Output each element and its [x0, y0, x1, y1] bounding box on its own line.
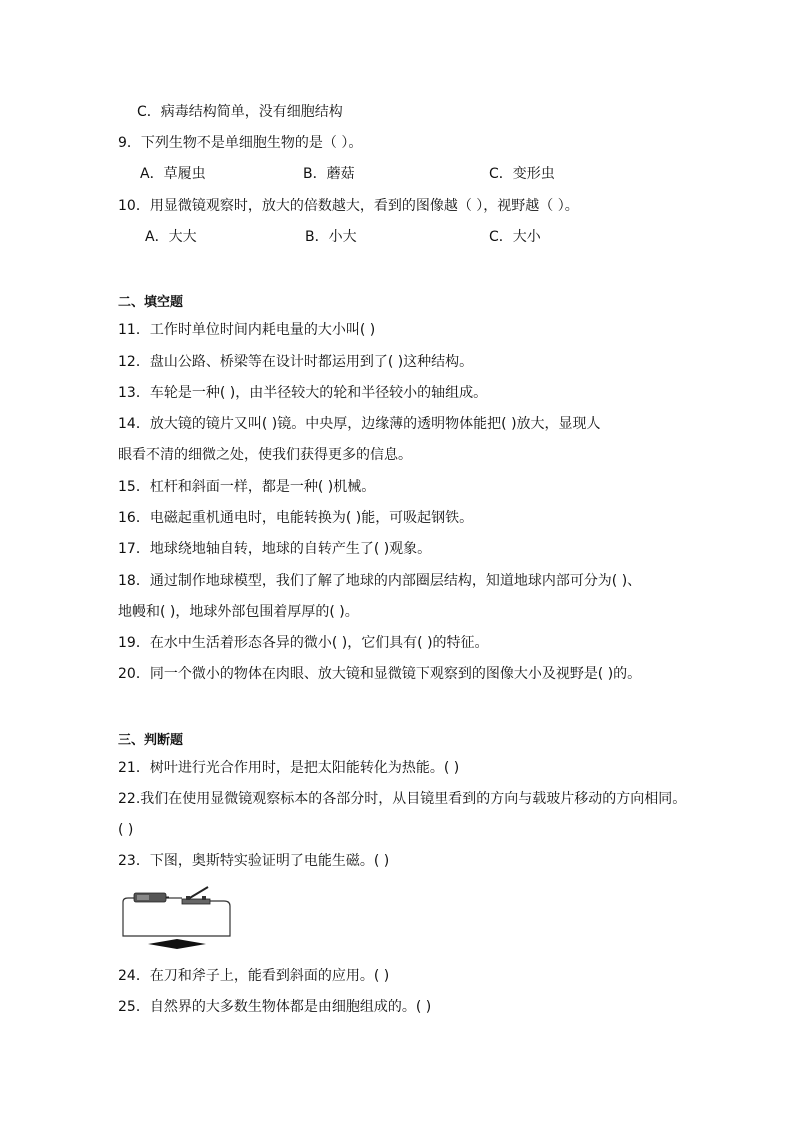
q18-line1: 18．通过制作地球模型，我们了解了地球的内部圈层结构，知道地球内部可分为( )、: [118, 573, 642, 589]
q22-line1: 22.我们在使用显微镜观察标本的各部分时，从目镜里看到的方向与载玻片移动的方向相同。: [118, 791, 687, 807]
q10-option-b: B．小大: [305, 229, 357, 245]
q14-line2: 眼看不清的细微之处，使我们获得更多的信息。: [118, 447, 412, 463]
q9-option-b: B．蘑菇: [303, 166, 355, 182]
circuit-wire: [123, 901, 230, 936]
q18-line2: 地幔和( )，地球外部包围着厚厚的( )。: [118, 604, 359, 620]
oersted-circuit-figure: [118, 884, 236, 952]
q25: 25．自然界的大多数生物体都是由细胞组成的。( ): [118, 999, 432, 1015]
compass-needle-icon: [148, 939, 206, 949]
q12: 12．盘山公路、桥梁等在设计时都运用到了( )这种结构。: [118, 354, 474, 370]
q19: 19．在水中生活着形态各异的微小( )，它们具有( )的特征。: [118, 635, 489, 651]
q8-option-c: C．病毒结构简单，没有细胞结构: [137, 104, 343, 120]
q9-option-a: A．草履虫: [140, 166, 206, 182]
q9-option-c: C．变形虫: [489, 166, 555, 182]
q10-stem: 10．用显微镜观察时，放大的倍数越大，看到的图像越（ ），视野越（ ）。: [118, 198, 579, 214]
q13: 13．车轮是一种( )，由半径较大的轮和半径较小的轴组成。: [118, 385, 488, 401]
q16: 16．电磁起重机通电时，电能转换为( )能，可吸起钢铁。: [118, 510, 474, 526]
q10-option-c: C．大小: [489, 229, 541, 245]
q14-line1: 14．放大镜的镜片又叫( )镜。中央厚，边缘薄的透明物体能把( )放大，显现人: [118, 416, 601, 432]
q20: 20．同一个微小的物体在肉眼、放大镜和显微镜下观察到的图像大小及视野是( )的。: [118, 666, 642, 682]
q24: 24．在刀和斧子上，能看到斜面的应用。( ): [118, 968, 390, 984]
q22-line2: ( ): [118, 822, 134, 838]
q15: 15．杠杆和斜面一样，都是一种( )机械。: [118, 479, 376, 495]
q11: 11．工作时单位时间内耗电量的大小叫( ): [118, 322, 376, 338]
q21: 21．树叶进行光合作用时，是把太阳能转化为热能。( ): [118, 760, 460, 776]
q23: 23．下图，奥斯特实验证明了电能生磁。( ): [118, 853, 390, 869]
section-heading-true-false: 三、判断题: [118, 733, 184, 748]
section-heading-fill-in: 二、填空题: [118, 295, 184, 310]
q10-option-a: A．大大: [145, 229, 197, 245]
q17: 17．地球绕地轴自转，地球的自转产生了( )观象。: [118, 541, 432, 557]
q9-stem: 9．下列生物不是单细胞生物的是（ ）。: [118, 135, 363, 151]
